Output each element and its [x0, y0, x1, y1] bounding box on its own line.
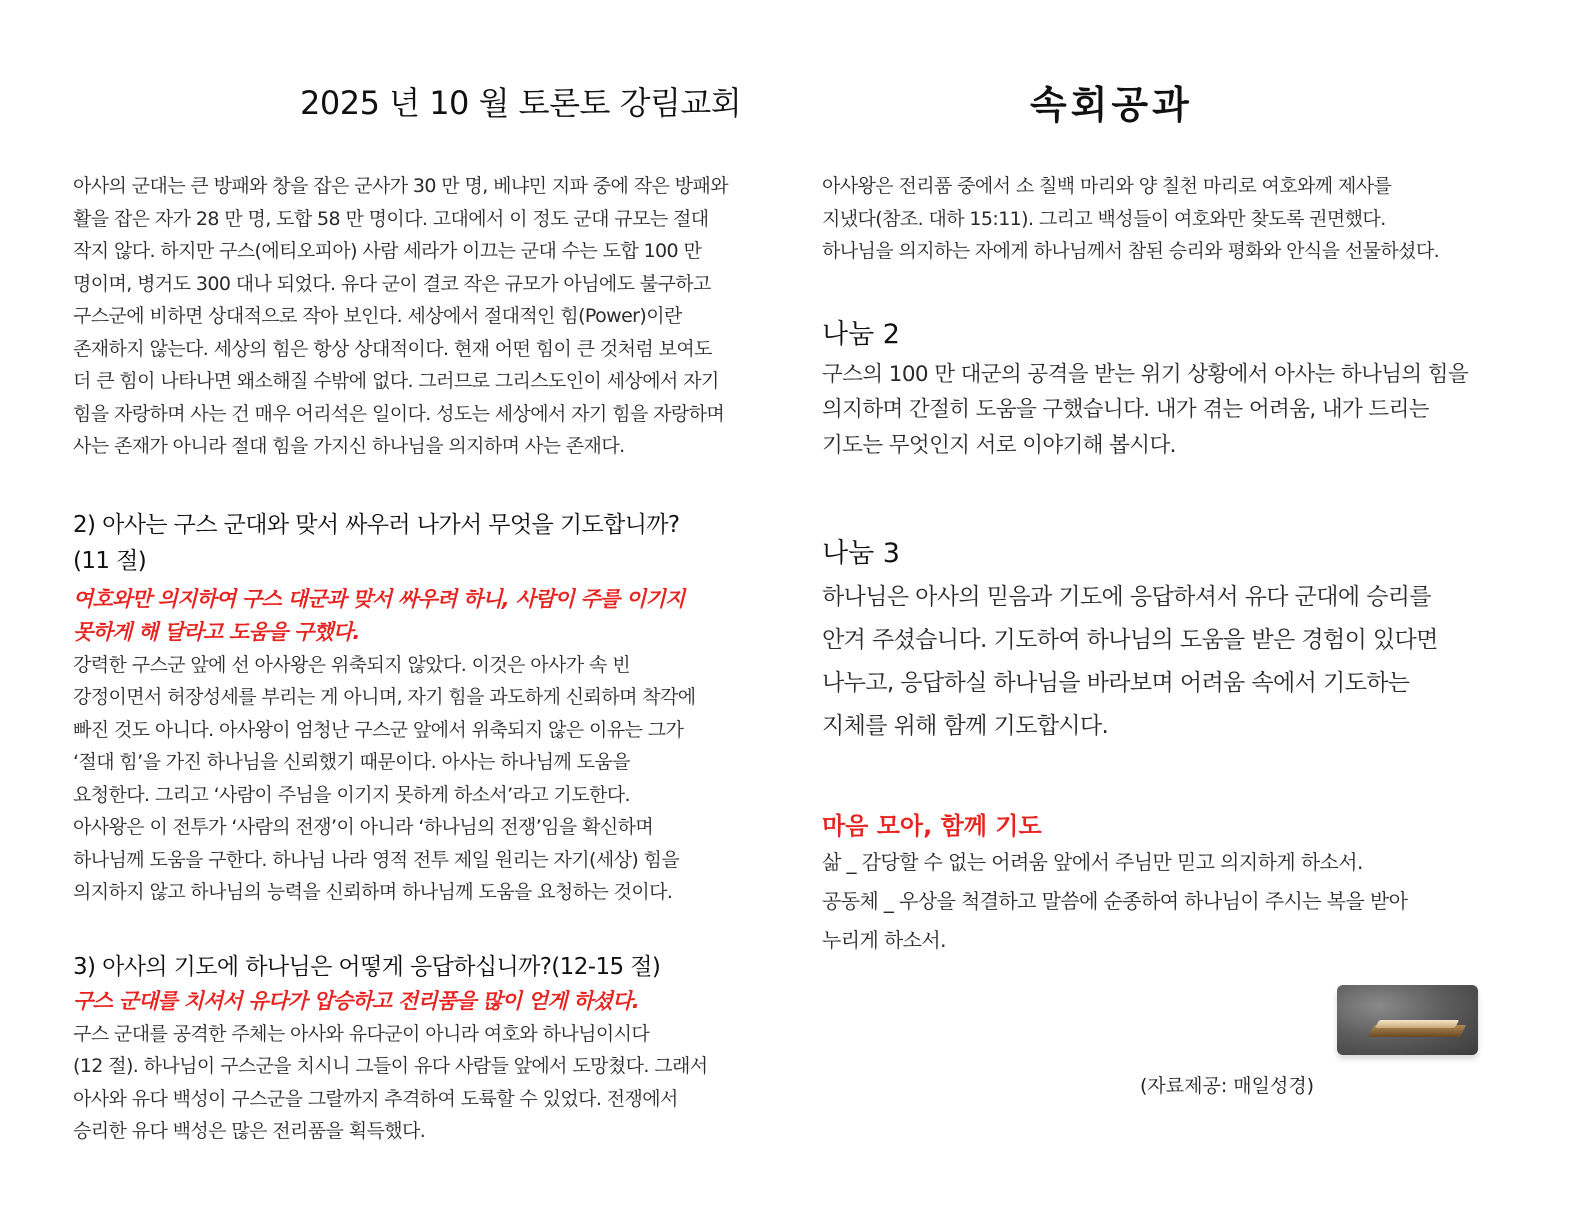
- right-intro-paragraph: [822, 170, 1522, 268]
- answer-line: 못하게 해 달라고 도움을 구했다.: [73, 619, 360, 644]
- text-line: 하나님을 의지하는 자에게 하나님께서 참된 승리와 평화와 안식을 선물하셨다.: [822, 240, 1440, 262]
- sharing-3-text: [822, 576, 1522, 748]
- sharing-2-text: [822, 357, 1522, 464]
- text-line: 힘을 자랑하며 사는 건 매우 어리석은 일이다. 성도는 세상에서 자기 힘을 자랑하며: [73, 402, 725, 425]
- text-line: 의지하며 간절히 도움을 구했습니다. 내가 겪는 어려움, 내가 드리는: [822, 397, 1429, 422]
- answer-line: 여호와만 의지하여 구스 대군과 맞서 싸우려 하니, 사람이 주를 이기지: [73, 586, 685, 611]
- text-line: 존재하지 않는다. 세상의 힘은 항상 상대적이다. 현재 어떤 힘이 큰 것처럼 보여도: [73, 337, 712, 360]
- text-line: 삶 _ 감당할 수 없는 어려움 앞에서 주님만 믿고 의지하게 하소서.: [822, 850, 1363, 874]
- text-line: 누리게 하소서.: [822, 928, 946, 952]
- intro-paragraph: [73, 170, 793, 463]
- sharing-2-heading: 나눔 2: [822, 318, 900, 350]
- text-line: 하나님은 아사의 믿음과 기도에 응답하셔서 유다 군대에 승리를: [822, 584, 1432, 610]
- text-line: 활을 잡은 자가 28 만 명, 도합 58 만 명이다. 고대에서 이 정도 군대 규모는 절대: [73, 207, 709, 230]
- sharing-3-heading: 나눔 3: [822, 538, 900, 569]
- prayer-heading: 마음 모아, 함께 기도: [822, 812, 1042, 840]
- question-line: 2) 아사는 구스 군대와 맞서 싸우러 나가서 무엇을 기도합니까?: [73, 511, 680, 538]
- text-line: 지냈다(참조. 대하 15:11). 그리고 백성들이 여호와만 찾도록 권면했다.: [822, 207, 1386, 230]
- source-credit: (자료제공: 매일성경): [1140, 1075, 1315, 1097]
- bible-image: [1337, 985, 1478, 1055]
- text-line: 빠진 것도 아니다. 아사왕이 엄청난 구스군 앞에서 위축되지 않은 이유는 그가: [73, 718, 684, 741]
- text-line: ‘절대 힘’을 가진 하나님을 신뢰했기 때문이다. 아사는 하나님께 도움을: [73, 751, 630, 773]
- text-line: 아사의 군대는 큰 방패와 창을 잡은 군사가 30 만 명, 베냐민 지파 중에 작은 방패와: [73, 175, 728, 197]
- text-line: 구스군에 비하면 상대적으로 작아 보인다. 세상에서 절대적인 힘(Power)이란: [73, 305, 682, 327]
- book-pages-shape: [1375, 1020, 1460, 1028]
- section-title: 속회공과: [1030, 83, 1193, 127]
- text-line: 요청한다. 그리고 ‘사람이 주님을 이기지 못하게 하소서’라고 기도한다.: [73, 783, 630, 806]
- answer-2: [73, 583, 793, 649]
- text-line: 구스 군대를 공격한 주체는 아사와 유다군이 아니라 여호와 하나님이시다: [73, 1022, 650, 1045]
- text-line: 명이며, 병거도 300 대나 되었다. 유다 군이 결코 작은 규모가 아님에도 불구하고: [73, 272, 711, 295]
- prayer-text: [822, 843, 1522, 960]
- text-line: 기도는 무엇인지 서로 이야기해 봅시다.: [822, 432, 1176, 458]
- text-line: 더 큰 힘이 나타나면 왜소해질 수밖에 없다. 그러므로 그리스도인이 세상에서 자기: [73, 370, 719, 392]
- text-line: 의지하지 않고 하나님의 능력을 신뢰하며 하나님께 도움을 요청하는 것이다.: [73, 881, 673, 903]
- text-line: 나누고, 응답하실 하나님을 바라보며 어려움 속에서 기도하는: [822, 670, 1410, 696]
- left-column: [73, 170, 793, 1148]
- text-line: 사는 존재가 아니라 절대 힘을 가지신 하나님을 의지하며 사는 존재다.: [73, 435, 625, 457]
- text-line: 아사와 유다 백성이 구스군을 그랄까지 추격하여 도륙할 수 있었다. 전쟁에서: [73, 1087, 678, 1110]
- text-line: 강력한 구스군 앞에 선 아사왕은 위축되지 않았다. 이것은 아사가 속 빈: [73, 653, 630, 676]
- right-column: [822, 170, 1522, 960]
- page-title: 2025 년 10 월 토론토 강림교회: [300, 84, 742, 122]
- question-3: 3) 아사의 기도에 하나님은 어떻게 응답하십니까?(12-15 절): [73, 953, 661, 980]
- answer-3-explanation: [73, 1018, 793, 1148]
- text-line: 지체를 위해 함께 기도합시다.: [822, 713, 1109, 739]
- text-line: (12 절). 하나님이 구스군을 치시니 그들이 유다 사람들 앞에서 도망쳤다. 그래서: [73, 1055, 708, 1077]
- text-line: 하나님께 도움을 구한다. 하나님 나라 영적 전투 제일 원리는 자기(세상) 힘을: [73, 848, 680, 871]
- text-line: 승리한 유다 백성은 많은 전리품을 획득했다.: [73, 1120, 426, 1142]
- text-line: 공동체 _ 우상을 척결하고 말씀에 순종하여 하나님이 주시는 복을 받아: [822, 889, 1408, 913]
- text-line: 강정이면서 허장성세를 부리는 게 아니며, 자기 힘을 과도하게 신뢰하며 착각에: [73, 686, 696, 708]
- text-line: 아사왕은 이 전투가 ‘사람의 전쟁’이 아니라 ‘하나님의 전쟁’임을 확신하며: [73, 816, 654, 838]
- text-line: 안겨 주셨습니다. 기도하여 하나님의 도움을 받은 경험이 있다면: [822, 627, 1438, 653]
- answer-3: 구스 군대를 치셔서 유다가 압승하고 전리품을 많이 얻게 하셨다.: [73, 988, 639, 1013]
- question-line: (11 절): [73, 547, 147, 574]
- answer-2-explanation: [73, 649, 793, 909]
- question-2: [73, 507, 793, 579]
- text-line: 아사왕은 전리품 중에서 소 칠백 마리와 양 칠천 마리로 여호와께 제사를: [822, 175, 1392, 197]
- text-line: 구스의 100 만 대군의 공격을 받는 위기 상황에서 아사는 하나님의 힘을: [822, 361, 1469, 387]
- text-line: 작지 않다. 하지만 구스(에티오피아) 사람 세라가 이끄는 군대 수는 도합 100 만: [73, 240, 702, 262]
